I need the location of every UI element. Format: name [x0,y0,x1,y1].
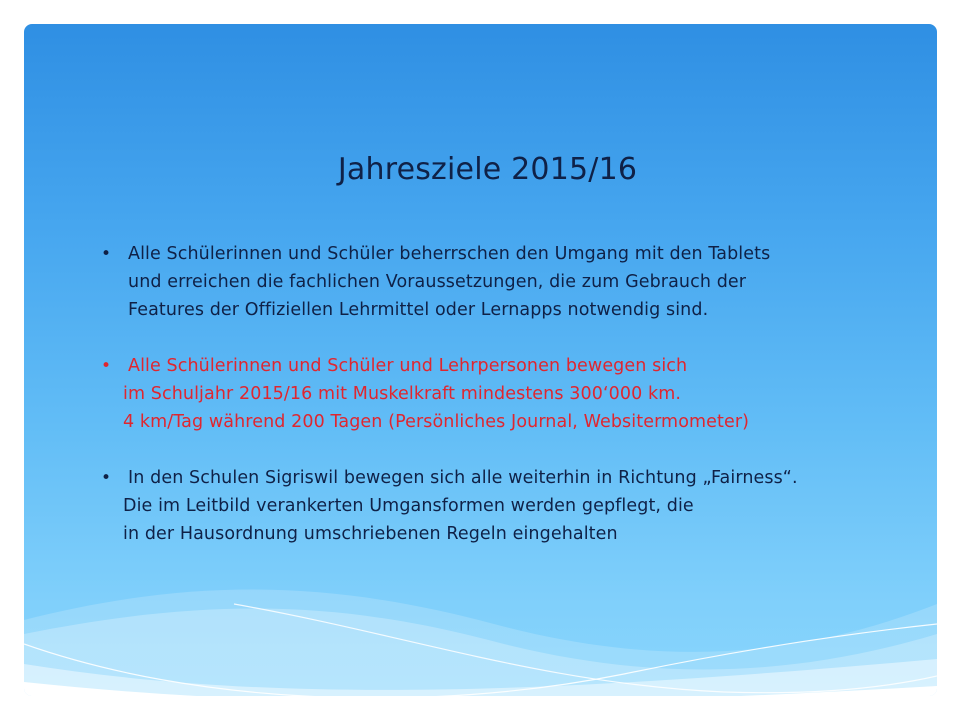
bullet-line: In den Schulen Sigriswil bewegen sich alle weiterhin in Richtung „Fairness“. [128,468,798,488]
slide-background [24,24,937,696]
bullet-line: Features der Offiziellen Lehrmittel oder Lernapps notwendig sind. [128,300,709,320]
bullet-list [101,240,921,548]
bullet-marker: • [101,356,112,376]
bullet-line: im Schuljahr 2015/16 mit Muskelkraft mindestens 300‘000 km. [123,384,682,404]
bullet-marker: • [101,244,112,264]
bullet-item-fairness [101,464,921,548]
decorative-wave [24,564,937,696]
bullet-line: Die im Leitbild verankerten Umgansformen werden gepflegt, die [123,496,694,516]
bullet-line: Alle Schülerinnen und Schüler beherrschen den Umgang mit den Tablets [128,244,771,264]
bullet-line: Alle Schülerinnen und Schüler und Lehrpersonen bewegen sich [128,356,688,376]
bullet-item-tablets [101,240,921,324]
bullet-line: in der Hausordnung umschriebenen Regeln eingehalten [123,524,618,544]
bullet-line: und erreichen die fachlichen Voraussetzungen, die zum Gebrauch der [128,272,747,292]
bullet-line: 4 km/Tag während 200 Tagen (Persönliches Journal, Websitermometer) [123,412,750,432]
bullet-item-muskelkraft [101,352,921,436]
slide-title: Jahresziele 2015/16 [337,152,638,187]
bullet-marker: • [101,468,112,488]
